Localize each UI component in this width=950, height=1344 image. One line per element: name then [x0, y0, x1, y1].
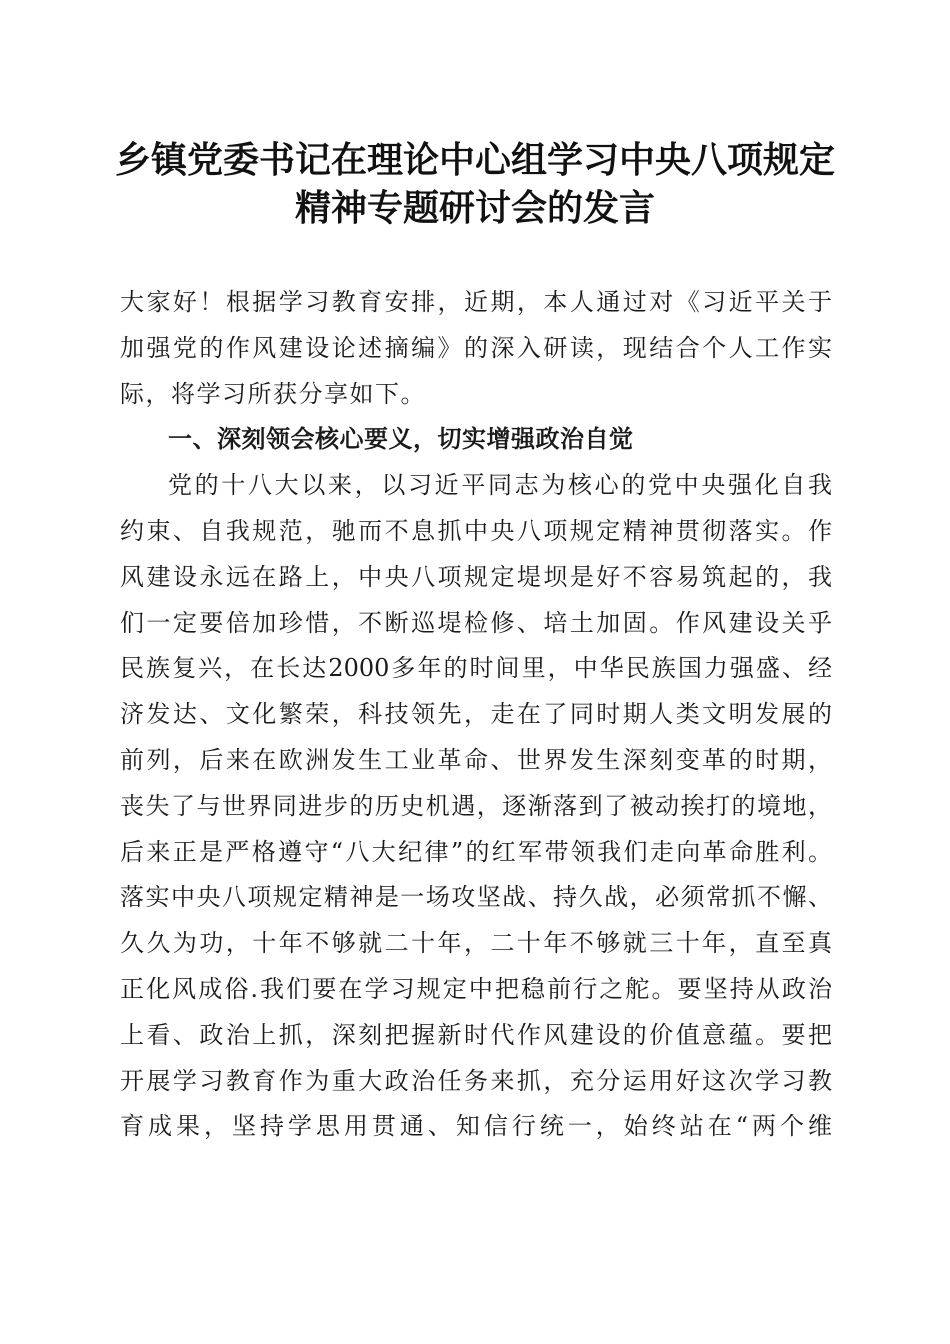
intro-line: 际，将学习所获分享如下。	[120, 379, 426, 408]
paragraph-line: 育成果，坚持学思用贯通、知信行统一，始终站在“两个维	[120, 1112, 832, 1141]
title-line-1: 乡镇党委书记在理论中心组学习中央八项规定	[114, 139, 835, 181]
paragraph-line: 开展学习教育作为重大政治任务来抓，充分运用好这次学习教	[120, 1066, 832, 1095]
paragraph-line: 们一定要倍加珍惜，不断巡堤检修、培土加固。作风建设关乎	[120, 608, 832, 637]
title-line-2: 精神专题研讨会的发言	[294, 187, 655, 229]
paragraph-line: 上看、政治上抓，深刻把握新时代作风建设的价值意蕴。要把	[120, 1020, 832, 1049]
paragraph-line: 前列，后来在欧洲发生工业革命、世界发生深刻变革的时期，	[120, 745, 832, 774]
intro-line: 大家好！根据学习教育安排，近期，本人通过对《习近平关于	[120, 288, 832, 316]
paragraph-line: 济发达、文化繁荣，科技领先，走在了同时期人类文明发展的	[120, 700, 832, 729]
document-title	[95, 136, 855, 232]
section-heading: 一、深刻领会核心要义，切实增强政治自觉	[168, 425, 634, 454]
paragraph-line: 风建设永远在路上，中央八项规定堤坝是好不容易筑起的，我	[120, 562, 832, 591]
paragraph-line: 后来正是严格遵守“八大纪律”的红军带领我们走向革命胜利。	[120, 837, 832, 866]
paragraph-line: 约束、自我规范，驰而不息抓中央八项规定精神贯彻落实。作	[120, 516, 832, 545]
intro-line: 加强党的作风建设论述摘编》的深入研读，现结合个人工作实	[120, 333, 832, 362]
paragraph-line: 党的十八大以来，以习近平同志为核心的党中央强化自我	[168, 471, 832, 500]
document-body	[120, 280, 832, 1150]
paragraph-line: 民族复兴，在长达2000多年的时间里，中华民族国力强盛、经	[120, 654, 832, 683]
paragraph-line: 久久为功，十年不够就二十年，二十年不够就三十年，直至真	[120, 929, 832, 958]
paragraph-line: 正化风成俗.我们要在学习规定中把稳前行之舵。要坚持从政治	[120, 974, 832, 1003]
paragraph-line: 丧失了与世界同进步的历史机遇，逐渐落到了被动挨打的境地，	[120, 791, 832, 820]
paragraph-line: 落实中央八项规定精神是一场攻坚战、持久战，必须常抓不懈、	[120, 883, 832, 912]
